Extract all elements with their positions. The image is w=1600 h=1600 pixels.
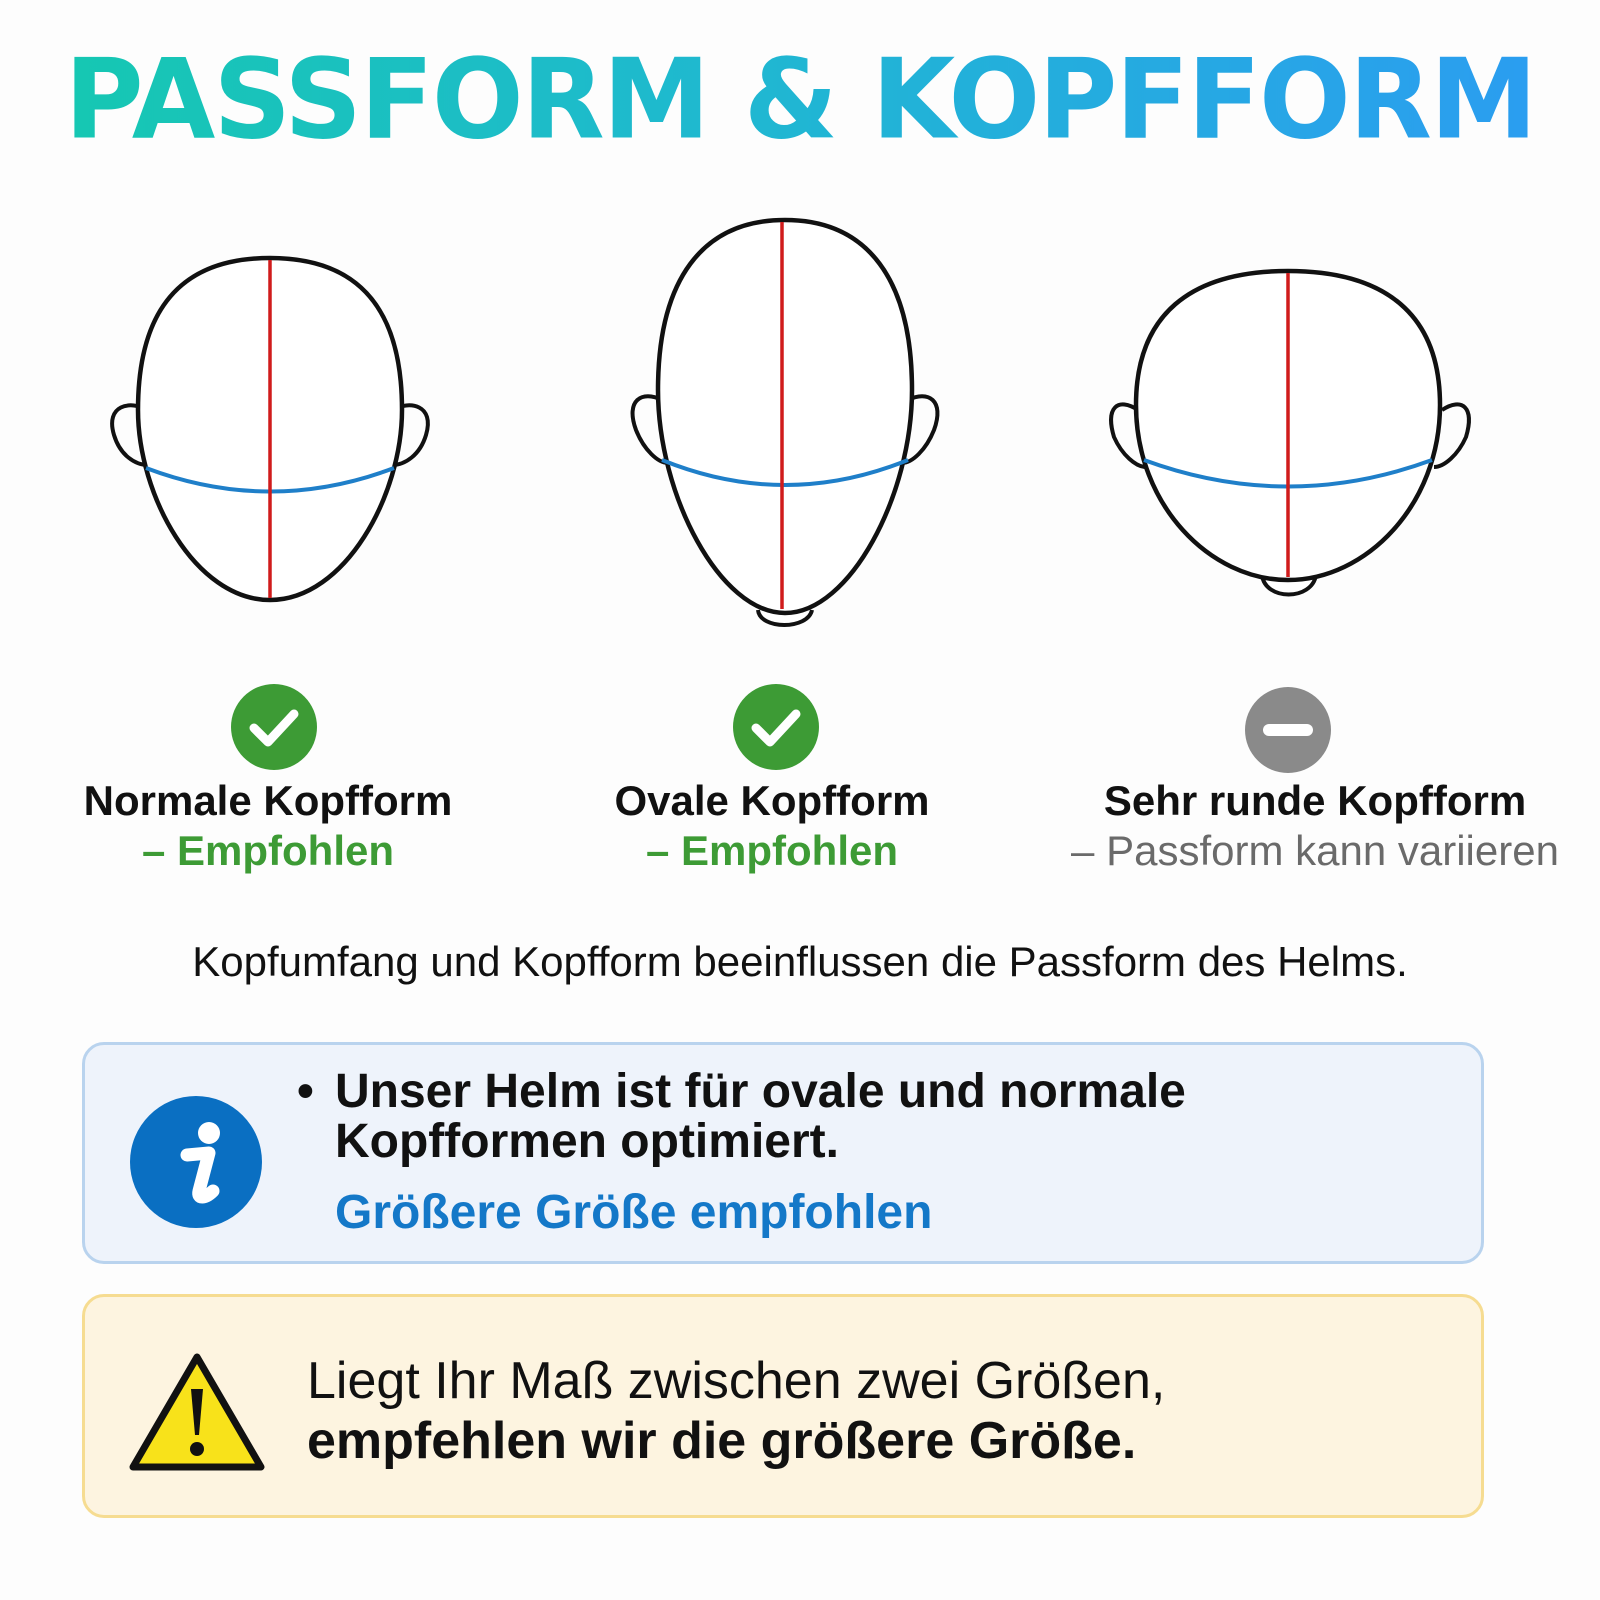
page-title: PASSFORM & KOPFFORM <box>64 36 1536 165</box>
minus-icon <box>1244 686 1332 774</box>
description-text: Kopfumfang und Kopfform beeinflussen die Passform des Helms. <box>192 938 1408 985</box>
normal-shape-label <box>8 776 528 876</box>
bullet: • <box>297 1065 314 1118</box>
shape-name: Normale Kopfform <box>83 777 453 824</box>
warning-line-2: empfehlen wir die größere Größe. <box>307 1412 1137 1470</box>
warning-line-1: Liegt Ihr Maß zwischen zwei Größen, <box>307 1352 1166 1410</box>
oval-shape-label <box>512 776 1032 876</box>
info-text: • Unser Helm ist für ovale und normale Kopfformen optimiert. <box>297 1065 1186 1168</box>
normal-head-illustration <box>100 240 440 620</box>
info-icon <box>129 1095 263 1229</box>
shape-note: – Passform kann variieren <box>1071 827 1559 874</box>
shape-note: – Empfohlen <box>645 827 899 874</box>
round-shape-label <box>1030 776 1600 876</box>
check-icon <box>230 683 318 771</box>
info-recommendation: Größere Größe empfohlen <box>335 1186 933 1239</box>
shape-name: Sehr runde Kopfform <box>1103 777 1527 824</box>
oval-head-illustration <box>620 205 950 645</box>
round-head-illustration <box>1100 255 1480 615</box>
info-box <box>82 1042 1484 1264</box>
shape-note: – Empfohlen <box>141 827 395 874</box>
warning-box <box>82 1294 1484 1518</box>
check-icon <box>732 683 820 771</box>
shape-name: Ovale Kopfform <box>614 777 930 824</box>
warning-icon <box>127 1349 267 1475</box>
